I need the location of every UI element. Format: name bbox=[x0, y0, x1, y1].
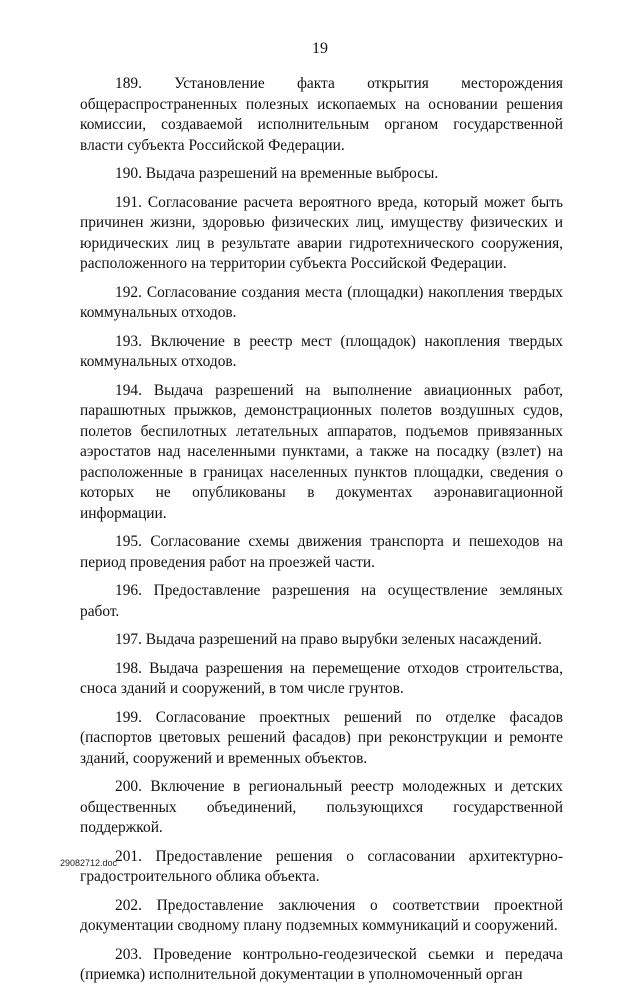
list-item: 201. Предоставление решения о согласовании архитектурно-градостроительного облика объекта. bbox=[80, 847, 563, 885]
footer-filename: 29082712.doc bbox=[60, 858, 118, 868]
list-item: 196. Предоставление разрешения на осуществление земляных работ. bbox=[80, 582, 563, 620]
list-item: 193. Включение в реестр мест (площадок) накопления твердых коммунальных отходов. bbox=[80, 332, 563, 370]
list-item: 194. Выдача разрешений на выполнение авиационных работ, парашютных прыжков, демонстрационных полетов воздушных судов, полетов беспилотных летательных аппаратов, подъемов привязанных аэростатов над населенными пунктами, а также на посадку (взлет) на расположенные в границах населенных пунктов площадки, сведения о которых не опубликованы в документах аэронавигационной информации. bbox=[80, 381, 563, 522]
list-item: 197. Выдача разрешений на право вырубки зеленых насаждений. bbox=[115, 631, 542, 648]
list-item: 202. Предоставление заключения о соответствии проектной документации сводному плану подземных коммуникаций и сооружений. bbox=[80, 896, 563, 934]
list-item: 203. Проведение контрольно-геодезической сьемки и передача (приемка) исполнительной документации в уполномоченный орган bbox=[80, 945, 563, 983]
list-item: 190. Выдача разрешений на временные выбросы. bbox=[115, 165, 439, 182]
list-item: 195. Согласование схемы движения транспорта и пешеходов на период проведения работ на проезжей части. bbox=[80, 533, 563, 571]
list-item: 189. Установление факта открытия месторождения общераспространенных полезных ископаемых на основании решения комиссии, создаваемой исполнительным органом государственной власти субъекта Российской Федерации. bbox=[80, 75, 563, 154]
list-item: 199. Согласование проектных решений по отделке фасадов (паспортов цветовых решений фасадов) при реконструкции и ремонте зданий, сооружений и временных объектов. bbox=[80, 708, 563, 767]
list-item: 200. Включение в региональный реестр молодежных и детских общественных объединений, пользующихся государственной поддержкой. bbox=[80, 778, 563, 836]
list-item: 198. Выдача разрешения на перемещение отходов строительства, сноса зданий и сооружений, в том числе грунтов. bbox=[80, 659, 563, 697]
list-item: 192. Согласование создания места (площадки) накопления твердых коммунальных отходов. bbox=[80, 283, 563, 321]
page-number: 19 bbox=[312, 40, 328, 57]
list-item: 191. Согласование расчета вероятного вреда, который может быть причинен жизни, здоровью физических лиц, имуществу физических и юридических лиц в результате аварии гидротехнического сооружения, расположенного на территории субъекта Российской Федерации. bbox=[80, 193, 563, 272]
document-body bbox=[80, 74, 563, 994]
